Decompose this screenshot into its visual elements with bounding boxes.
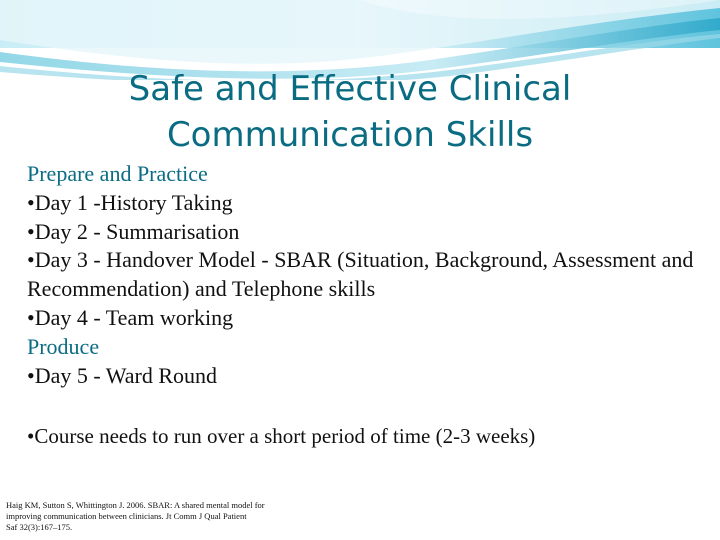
list-item-text: Day 4 - Team working [34,304,234,330]
section-heading-prepare: Prepare and Practice [27,161,208,186]
list-item-day-2 [27,218,707,247]
slide-body [27,160,707,390]
title-line-1: Safe and Effective Clinical [128,69,572,109]
list-item-day-1 [27,189,707,218]
slide-title [80,66,620,158]
reference-line-3: Saf 32(3):167–175. [6,522,73,532]
list-item-text: Day 2 - Summarisation [34,218,240,244]
reference-line-1: Haig KM, Sutton S, Whittington J. 2006. SBAR: A shared mental model for [6,500,265,510]
bullet-icon: • [27,362,35,388]
course-note [27,422,707,450]
list-item-day-3 [27,246,707,304]
section-heading-produce: Produce [27,333,100,359]
list-item-text: Day 3 - Handover Model - SBAR (Situation, Background, Assessment and Recommendation) and Telephone skills [27,247,694,302]
bullet-icon: • [27,218,35,244]
bullet-icon: • [27,304,35,330]
bullet-icon: • [27,424,35,448]
title-line-2: Communication Skills [166,115,534,155]
bullet-icon: • [27,247,35,273]
list-item-day-5 [27,362,707,391]
bullet-icon: • [27,189,35,215]
list-item-text: Day 1 -History Taking [34,189,233,215]
list-item-day-4 [27,304,707,333]
list-item-text: Day 5 - Ward Round [34,362,218,388]
reference-citation [6,500,346,533]
reference-line-2: improving communication between clinicians. Jt Comm J Qual Patient [6,511,247,521]
course-note-text: Course needs to run over a short period of time (2-3 weeks) [34,424,536,448]
